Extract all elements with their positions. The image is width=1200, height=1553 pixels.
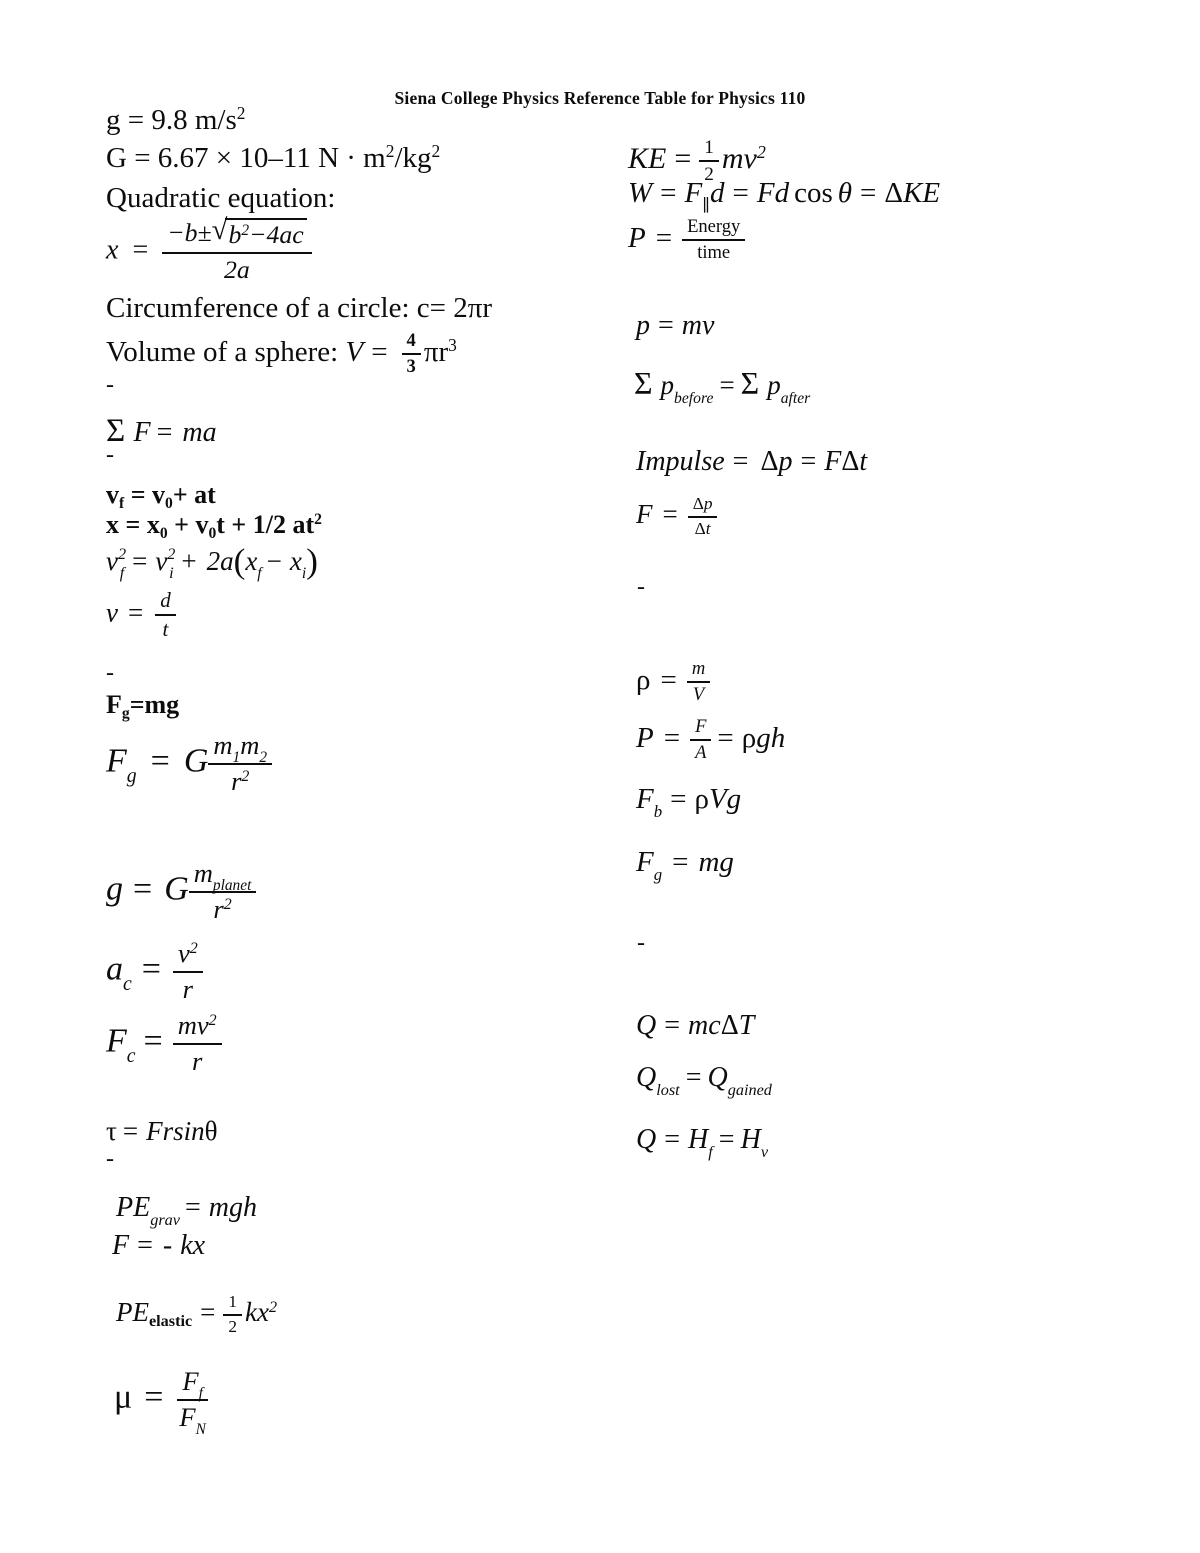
formula-hooke-law: F = ‐ kx (112, 1230, 206, 1261)
dash-5: - (637, 574, 645, 600)
formula-friction-coefficient: μ = $\frac{F_f}{F_N}$ (114, 1366, 208, 1434)
formula-g-planet: g = G $\frac{m_{planet}}{r^2}$ (106, 858, 256, 926)
dash-2: - (106, 442, 114, 468)
formula-g-constant: g = 9.8 $m/s^2$ (106, 103, 246, 136)
formula-quadratic: x = −b± √ $b^2-4ac$ 2a (106, 218, 312, 286)
formula-position: x = x0 + v0t + 1/2 $at^2$ (106, 510, 322, 542)
formula-latent-heat: $Q = H_f = H_v$ (636, 1124, 769, 1161)
formula-buoyant-force: $F_b = \rho Vg$ (636, 783, 742, 822)
formula-pe-elastic: PEelastic = $\frac{1}{2}$ $kx^2$ (116, 1292, 278, 1336)
formula-volume-sphere: Volume of a sphere: V = $\frac{4}{3}$ $\pi r^3$ (106, 330, 457, 378)
label-quadratic-equation: Quadratic equation: (106, 182, 336, 214)
dash-4: - (106, 1146, 114, 1172)
dash-6: - (637, 930, 645, 956)
formula-heat: Q = mcΔT (636, 1010, 755, 1041)
formula-work: $W = F_\parallel d = Fd$ cos θ = ΔKE (628, 177, 941, 216)
page-title: Siena College Physics Reference Table for Physics 110 (394, 88, 806, 108)
formula-weight: Fg=mg (106, 690, 180, 722)
formula-centripetal-acceleration: $a_c$ = $\frac{v^2}{r}$ (106, 938, 203, 1006)
formula-pressure: P = $\frac{F}{A}$ = ρgh (636, 716, 786, 764)
formula-newton-second-law: Σ F = ma (106, 413, 217, 449)
formula-final-velocity: vf = v0+ at (106, 480, 216, 512)
formula-universal-gravitation: $F_g = G$ $\frac{m_1m_2}{r^2}$ (106, 730, 272, 798)
formula-momentum: p = mv (636, 310, 715, 341)
formula-average-velocity: v = $\frac{d}{t}$ (106, 588, 176, 643)
dash-3: - (106, 660, 114, 686)
formula-circumference: Circumference of a circle: c= 2πr (106, 292, 493, 324)
formula-gravity-force: $F_g$ = mg (636, 846, 734, 885)
formula-heat-exchange: $Q_{lost} = Q_{gained}$ (636, 1062, 772, 1099)
formula-force-impulse: F = $\frac{\Delta p}{\Delta t}$ (636, 494, 717, 539)
formula-momentum-conservation: Σ $p_{before} = \Sigma$ $p_{after}$ (634, 366, 811, 407)
formula-pe-gravity: $PE_{grav}$ = mgh (116, 1192, 258, 1229)
formula-impulse: Impulse = Δp = FΔt (636, 446, 868, 477)
formula-G-constant: G = 6.67 × 10–11 $N \cdot m^2/kg^2$ (106, 141, 441, 174)
formula-centripetal-force: $F_c$ = $\frac{mv^2}{r}$ (106, 1010, 222, 1078)
formula-kinetic-energy: KE = $\frac{1}{2}$ $mv^2$ (628, 137, 766, 186)
dash-1: - (106, 372, 114, 398)
formula-torque: τ = Frsinθ (106, 1116, 218, 1146)
formula-power: P = $\frac{\text{Energy}}{\text{time}}$ (628, 216, 745, 265)
formula-velocity-squared: v 2 f = v 2 i + $2a(x_f - x_i)$ (106, 541, 318, 583)
formula-density: ρ = $\frac{m}{V}$ (636, 658, 710, 707)
